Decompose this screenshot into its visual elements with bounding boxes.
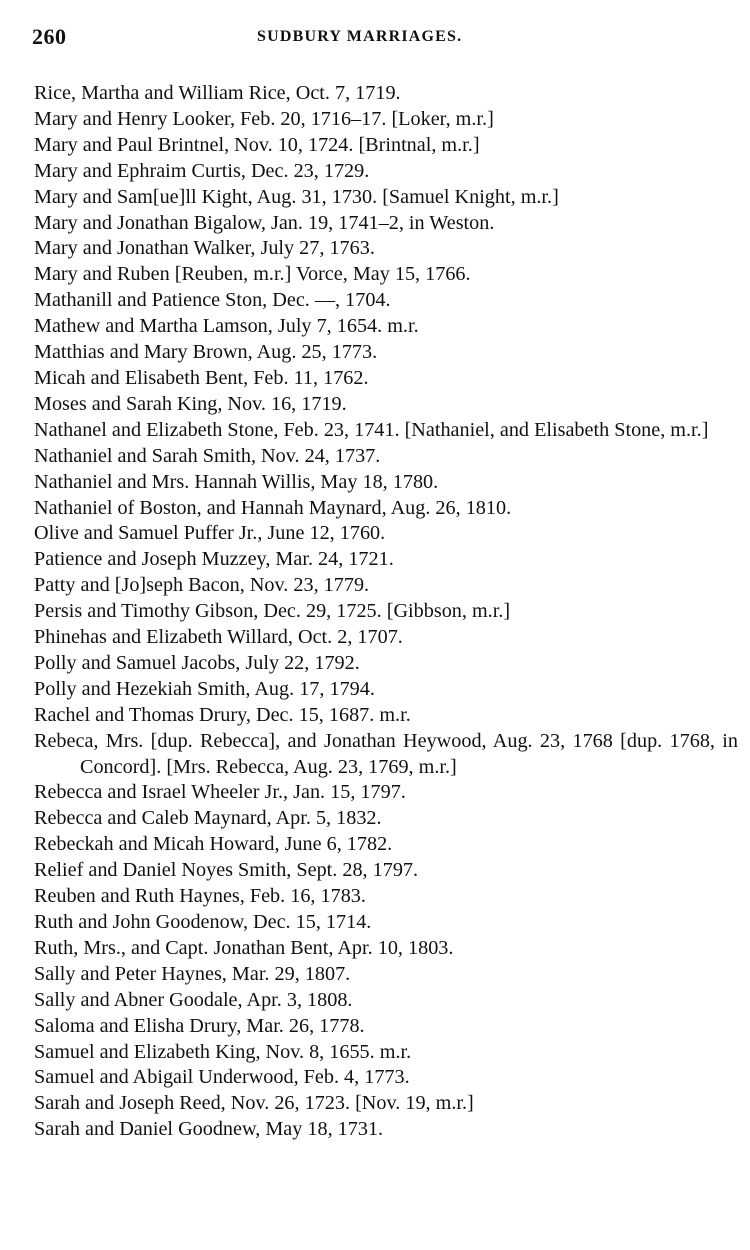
entry-rice-martha: Rice, Martha and William Rice, Oct. 7, 1719.: [34, 82, 401, 104]
entry-matthias-brown: Matthias and Mary Brown, Aug. 25, 1773.: [34, 341, 378, 364]
entry-persis-gibson: Persis and Timothy Gibson, Dec. 29, 1725. [Gibbson, m.r.]: [34, 600, 511, 623]
entry-moses-king: Moses and Sarah King, Nov. 16, 1719.: [34, 392, 347, 415]
entry-nathanel-stone: Nathanel and Elizabeth Stone, Feb. 23, 1741. [Nathaniel, and Elisabeth Stone, m.r.]: [34, 418, 709, 441]
entry-mary-bigalow: Mary and Jonathan Bigalow, Jan. 19, 1741–2, in Weston.: [34, 211, 495, 234]
running-title: SUDBURY MARRIAGES.: [257, 28, 463, 45]
entry-rebecca-wheeler: Rebecca and Israel Wheeler Jr., Jan. 15, 1797.: [34, 781, 406, 804]
entry-patience-muzzey: Patience and Joseph Muzzey, Mar. 24, 1721.: [34, 548, 394, 571]
entry-mary-curtis: Mary and Ephraim Curtis, Dec. 23, 1729.: [34, 159, 370, 182]
entry-mary-walker: Mary and Jonathan Walker, July 27, 1763.: [34, 237, 375, 260]
entry-nathaniel-smith: Nathaniel and Sarah Smith, Nov. 24, 1737.: [34, 444, 381, 467]
page-number: 260: [32, 24, 67, 49]
entry-mary-kight: Mary and Sam[ue]ll Kight, Aug. 31, 1730. [Samuel Knight, m.r.]: [34, 185, 559, 208]
entry-sally-goodale: Sally and Abner Goodale, Apr. 3, 1808.: [34, 988, 353, 1011]
entry-rebeca-heywood: Rebeca, Mrs. [dup. Rebecca], and Jonathan Heywood, Aug. 23, 1768 [dup. 1768, in Concord]. [Mrs. Rebecca, Aug. 23, 1769, m.r.]: [34, 729, 738, 778]
entry-patty-bacon: Patty and [Jo]seph Bacon, Nov. 23, 1779.: [34, 574, 370, 597]
entry-rachel-drury: Rachel and Thomas Drury, Dec. 15, 1687. m.r.: [34, 703, 411, 726]
entry-mary-vorce: Mary and Ruben [Reuben, m.r.] Vorce, May 15, 1766.: [34, 263, 471, 286]
entry-ruth-bent: Ruth, Mrs., and Capt. Jonathan Bent, Apr. 10, 1803.: [34, 936, 454, 959]
entry-samuel-king: Samuel and Elizabeth King, Nov. 8, 1655. m.r.: [34, 1040, 412, 1063]
entry-rebeckah-howard: Rebeckah and Micah Howard, June 6, 1782.: [34, 833, 393, 856]
entry-polly-smith: Polly and Hezekiah Smith, Aug. 17, 1794.: [34, 677, 375, 700]
entry-polly-jacobs: Polly and Samuel Jacobs, July 22, 1792.: [34, 651, 360, 674]
entry-mathew-lamson: Mathew and Martha Lamson, July 7, 1654. m.r.: [34, 315, 419, 338]
entry-nathaniel-maynard: Nathaniel of Boston, and Hannah Maynard, Aug. 26, 1810.: [34, 496, 512, 519]
entry-phinehas-willard: Phinehas and Elizabeth Willard, Oct. 2, 1707.: [34, 626, 403, 649]
entry-micah-bent: Micah and Elisabeth Bent, Feb. 11, 1762.: [34, 366, 369, 389]
entry-olive-puffer: Olive and Samuel Puffer Jr., June 12, 1760.: [34, 522, 386, 545]
entry-relief-smith: Relief and Daniel Noyes Smith, Sept. 28, 1797.: [34, 859, 419, 882]
entry-sarah-reed: Sarah and Joseph Reed, Nov. 26, 1723. [Nov. 19, m.r.]: [34, 1092, 474, 1115]
entry-saloma-drury: Saloma and Elisha Drury, Mar. 26, 1778.: [34, 1014, 365, 1037]
entry-reuben-haynes: Reuben and Ruth Haynes, Feb. 16, 1783.: [34, 885, 366, 908]
entry-mathanill-ston: Mathanill and Patience Ston, Dec. —, 1704.: [34, 289, 391, 312]
entry-mary-looker: Mary and Henry Looker, Feb. 20, 1716–17. [Loker, m.r.]: [34, 107, 494, 130]
page-header: [32, 24, 732, 54]
marriage-entries: [34, 81, 738, 1143]
entry-ruth-goodenow: Ruth and John Goodenow, Dec. 15, 1714.: [34, 911, 372, 933]
entry-mary-brintnel: Mary and Paul Brintnel, Nov. 10, 1724. [Brintnal, m.r.]: [34, 133, 480, 156]
entry-samuel-underwood: Samuel and Abigail Underwood, Feb. 4, 1773.: [34, 1066, 410, 1089]
entry-sarah-goodnew: Sarah and Daniel Goodnew, May 18, 1731.: [34, 1118, 384, 1141]
entry-rebecca-maynard: Rebecca and Caleb Maynard, Apr. 5, 1832.: [34, 807, 382, 830]
entry-nathaniel-willis: Nathaniel and Mrs. Hannah Willis, May 18, 1780.: [34, 470, 439, 493]
entry-sally-haynes: Sally and Peter Haynes, Mar. 29, 1807.: [34, 962, 351, 985]
